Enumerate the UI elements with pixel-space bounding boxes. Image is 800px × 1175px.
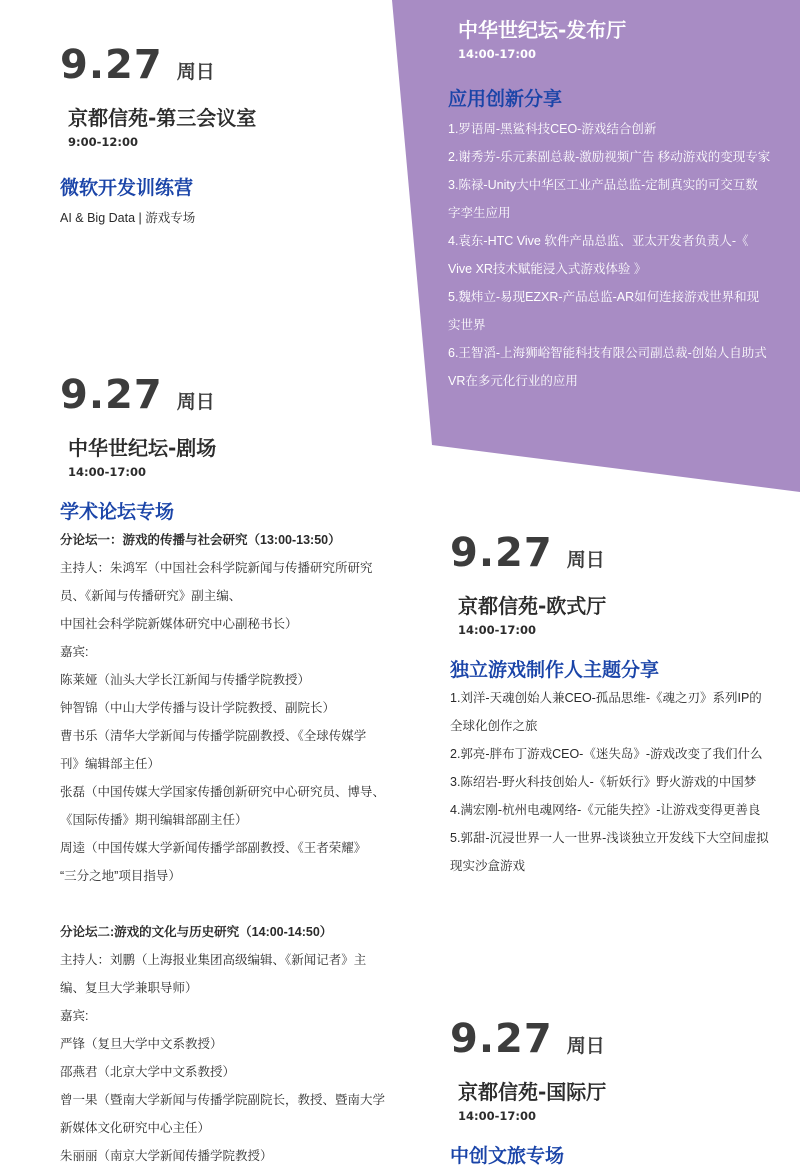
list-item: 钟智锦（中山大学传播与设计学院教授、副院长） xyxy=(60,701,336,715)
time-range: 14:00-17:00 xyxy=(458,47,536,61)
list-item: 主持人：朱鸿军（中国社会科学院新闻与传播研究所研究 xyxy=(60,561,373,575)
session-microsoft-camp xyxy=(60,42,256,232)
list-item: 主持人：刘鹏（上海报业集团高级编辑、《新闻记者》主 xyxy=(60,953,367,967)
date-number: 9.27 xyxy=(60,372,163,418)
list-item: 全球化创作之旅 xyxy=(450,719,538,733)
venue: 中华世纪坛-剧场 xyxy=(68,436,217,460)
session-app-innovation xyxy=(458,14,626,61)
session-date xyxy=(60,372,385,418)
weekday: 周日 xyxy=(176,391,215,413)
weekday: 周日 xyxy=(176,61,215,83)
list-item: 4.袁东-HTC Vive 软件产品总监、亚太开发者负责人-《 xyxy=(448,234,749,248)
list-item: 6.王智滔-上海狮峪智能科技有限公司副总裁-创始人自助式 xyxy=(448,346,767,360)
list-item: 2.郭亮-胖布丁游戏CEO-《迷失岛》-游戏改变了我们什么 xyxy=(450,747,763,761)
venue: 京都信苑-第三会议室 xyxy=(68,106,257,130)
venue: 京都信苑-欧式厅 xyxy=(458,594,607,618)
sub-forum-title: 分论坛二:游戏的文化与历史研究（14:00-14:50） xyxy=(60,925,333,939)
list-item: 曾一果（暨南大学新闻与传播学院副院长，教授、暨南大学 xyxy=(60,1093,386,1107)
time-range: 14:00-17:00 xyxy=(458,623,536,637)
list-item: 3.陈禄-Unity大中华区工业产品总监-定制真实的可交互数 xyxy=(448,178,758,192)
session-date xyxy=(450,530,769,576)
session-academic-forum xyxy=(60,372,385,1170)
list-item: 张磊（中国传媒大学国家传播创新研究中心研究员、博导、 xyxy=(60,785,386,799)
list-item: 刊》编辑部主任） xyxy=(60,757,161,771)
list-item: 陈莱娅（汕头大学长江新闻与传播学院教授） xyxy=(60,673,311,687)
list-item: 2.谢秀芳-乐元素副总裁-激励视频广告 移动游戏的变现专家 xyxy=(448,150,771,164)
venue: 京都信苑-国际厅 xyxy=(458,1080,607,1104)
list-item: 邵燕君（北京大学中文系教授） xyxy=(60,1065,236,1079)
venue: 中华世纪坛-发布厅 xyxy=(458,18,627,42)
speaker-list xyxy=(450,684,769,880)
topic-title: 独立游戏制作人主题分享 xyxy=(450,659,660,681)
date-number: 9.27 xyxy=(450,1016,553,1062)
sub-forum-title: 分论坛一：游戏的传播与社会研究（13:00-13:50） xyxy=(60,533,341,547)
list-item: 严锋（复旦大学中文系教授） xyxy=(60,1037,223,1051)
list-item: 4.满宏刚-杭州电魂网络-《元能失控》-让游戏变得更善良 xyxy=(450,803,761,817)
time-range: 14:00-17:00 xyxy=(458,1109,536,1123)
session-date xyxy=(60,42,256,88)
list-item: 新媒体文化研究中心主任） xyxy=(60,1121,211,1135)
time-range: 14:00-17:00 xyxy=(68,465,146,479)
topic-title: 学术论坛专场 xyxy=(60,501,175,523)
list-item: 5.魏炜立-易现EZXR-产品总监-AR如何连接游戏世界和现 xyxy=(448,290,760,304)
topic-title: 应用创新分享 xyxy=(448,88,563,110)
forum-details xyxy=(60,526,385,1170)
list-item: Vive XR技术赋能浸入式游戏体验 》 xyxy=(448,262,647,276)
session-line: AI & Big Data | 游戏专场 xyxy=(60,211,196,225)
list-item: 《国际传播》期刊编辑部副主任） xyxy=(60,813,248,827)
list-item: 字孪生应用 xyxy=(448,206,511,220)
list-item: 3.陈绍岩-野火科技创始人-《斩妖行》野火游戏的中国梦 xyxy=(450,775,757,789)
list-item: VR在多元化行业的应用 xyxy=(448,374,578,388)
session-zhongchuang-culture-tourism xyxy=(450,1016,606,1168)
spacer xyxy=(60,890,385,918)
list-item: 1.刘洋-天魂创始人兼CEO-孤品思维-《魂之刃》系列IP的 xyxy=(450,691,762,705)
list-item: 实世界 xyxy=(448,318,486,332)
list-item: 编、复旦大学兼职导师） xyxy=(60,981,198,995)
speaker-list xyxy=(448,115,770,395)
list-item: “三分之地”项目指导） xyxy=(60,869,181,883)
session-app-innovation-body xyxy=(448,84,770,395)
weekday: 周日 xyxy=(566,1035,605,1057)
list-item: 5.郭甜-沉浸世界一人一世界-浅谈独立开发线下大空间虚拟 xyxy=(450,831,769,845)
list-item: 1.罗语周-黑鲨科技CEO-游戏结合创新 xyxy=(448,122,657,136)
list-item: 周逵（中国传媒大学新闻传播学部副教授、《王者荣耀》 xyxy=(60,841,367,855)
list-item: 中国社会科学院新媒体研究中心副秘书长） xyxy=(60,617,298,631)
list-item: 员、《新闻与传播研究》副主编、 xyxy=(60,589,242,603)
list-item: 现实沙盒游戏 xyxy=(450,859,526,873)
session-date xyxy=(450,1016,606,1062)
topic-title: 中创文旅专场 xyxy=(450,1145,565,1167)
session-indie-developers xyxy=(450,530,769,880)
date-number: 9.27 xyxy=(60,42,163,88)
time-range: 9:00-12:00 xyxy=(68,135,138,149)
list-item: 嘉宾: xyxy=(60,1009,89,1023)
weekday: 周日 xyxy=(566,549,605,571)
date-number: 9.27 xyxy=(450,530,553,576)
list-item: 嘉宾: xyxy=(60,645,89,659)
list-item: 曹书乐（清华大学新闻与传播学院副教授、《全球传媒学 xyxy=(60,729,367,743)
topic-title: 微软开发训练营 xyxy=(60,177,194,199)
list-item: 朱丽丽（南京大学新闻传播学院教授） xyxy=(60,1149,273,1163)
